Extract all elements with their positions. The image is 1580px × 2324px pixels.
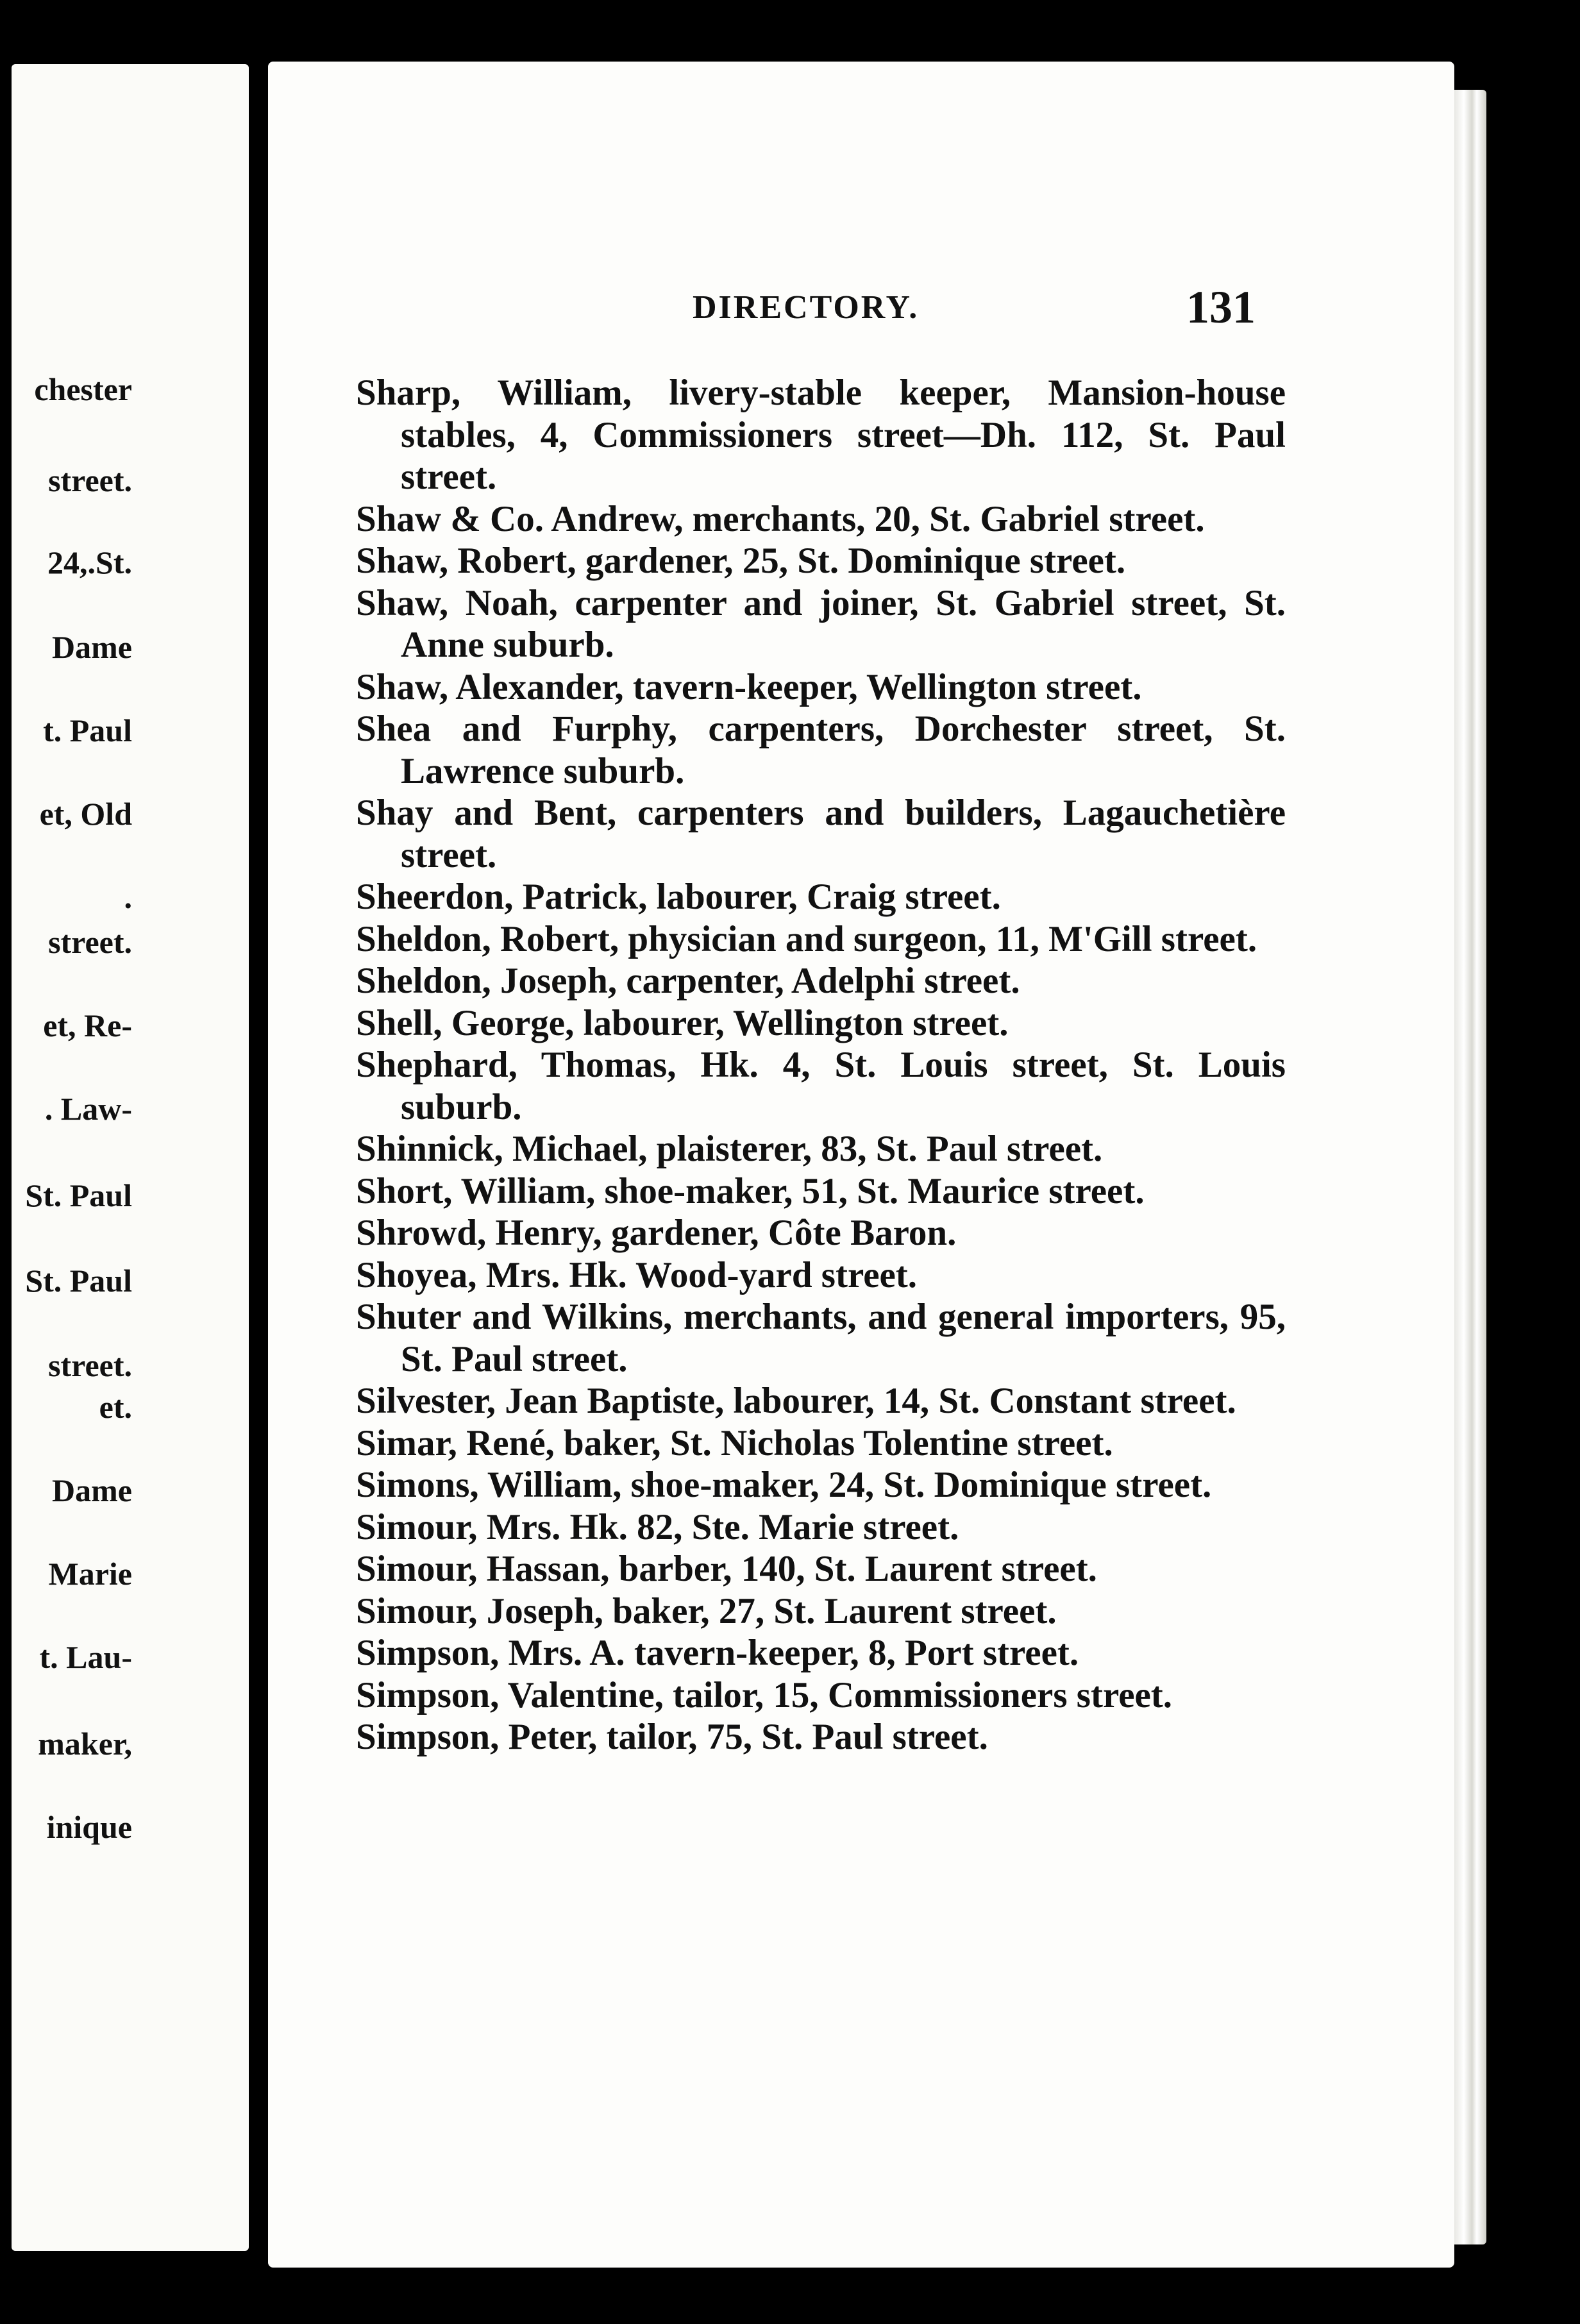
directory-entry: Simar, René, baker, St. Nicholas Tolentine street. (356, 1422, 1113, 1463)
left-page (12, 64, 249, 2251)
left-fragment: Dame (52, 1472, 132, 1508)
directory-entry: Shay and Bent, carpenters and builders, Lagauchetière street. (356, 793, 1286, 875)
directory-entry: Short, William, shoe-maker, 51, St. Maurice street. (356, 1170, 1145, 1211)
page-edge (1454, 90, 1486, 2244)
directory-entry: Simour, Hassan, barber, 140, St. Laurent street. (356, 1549, 1097, 1589)
left-fragment: et. (99, 1389, 132, 1425)
page-number: 131 (1186, 282, 1256, 333)
directory-entry: Simour, Joseph, baker, 27, St. Laurent street. (356, 1590, 1057, 1631)
directory-entry: Shrowd, Henry, gardener, Côte Baron. (356, 1213, 957, 1253)
directory-entry: Simpson, Mrs. A. tavern-keeper, 8, Port street. (356, 1633, 1079, 1673)
left-fragment: street. (48, 1347, 132, 1383)
left-fragment: . (124, 879, 132, 915)
directory-entry: Sheerdon, Patrick, labourer, Craig street. (356, 877, 1001, 917)
directory-entries (356, 372, 1286, 1758)
left-fragment: Marie (48, 1556, 132, 1592)
directory-entry: Simpson, Peter, tailor, 75, St. Paul street. (356, 1717, 988, 1757)
directory-entry: Shell, George, labourer, Wellington street. (356, 1002, 1009, 1043)
directory-entry: Sharp, William, livery-stable keeper, Mansion-house stables, 4, Commissioners street—Dh. 112, St. Paul street. (356, 373, 1286, 497)
directory-entry: Silvester, Jean Baptiste, labourer, 14, St. Constant street. (356, 1381, 1236, 1421)
left-fragment: t. Lau- (39, 1639, 132, 1675)
directory-entry: Shaw, Robert, gardener, 25, St. Dominique street. (356, 541, 1126, 581)
directory-entry: Simour, Mrs. Hk. 82, Ste. Marie street. (356, 1506, 959, 1547)
left-fragment: St. Paul (25, 1263, 132, 1299)
directory-entry: Shea and Furphy, carpenters, Dorchester street, St. Lawrence suburb. (356, 709, 1286, 791)
directory-entry: Shoyea, Mrs. Hk. Wood-yard street. (356, 1254, 918, 1295)
left-fragment: maker, (38, 1726, 132, 1762)
directory-entry: Sheldon, Robert, physician and surgeon, 11, M'Gill street. (356, 918, 1257, 959)
left-fragment: inique (46, 1809, 132, 1845)
directory-entry: Shephard, Thomas, Hk. 4, St. Louis street, St. Louis suburb. (356, 1045, 1286, 1127)
left-fragment: street. (48, 924, 132, 960)
directory-entry: Shuter and Wilkins, merchants, and general importers, 95, St. Paul street. (356, 1297, 1286, 1379)
directory-entry: Shaw & Co. Andrew, merchants, 20, St. Gabriel street. (356, 498, 1205, 539)
directory-entry: Simons, William, shoe-maker, 24, St. Dominique street. (356, 1465, 1212, 1505)
left-fragment: 24,.St. (47, 544, 132, 580)
left-fragment: et, Old (39, 796, 132, 832)
left-fragment: . Law- (44, 1091, 132, 1127)
running-head: DIRECTORY. (693, 289, 920, 326)
directory-entry: Shaw, Alexander, tavern-keeper, Wellington street. (356, 666, 1142, 707)
left-fragment: Dame (52, 629, 132, 665)
directory-entry: Sheldon, Joseph, carpenter, Adelphi street. (356, 961, 1020, 1001)
left-page-text-fragments (12, 64, 133, 2251)
directory-entry: Shaw, Noah, carpenter and joiner, St. Gabriel street, St. Anne suburb. (356, 582, 1286, 665)
left-fragment: street. (48, 462, 132, 498)
directory-entry: Simpson, Valentine, tailor, 15, Commissioners street. (356, 1674, 1173, 1715)
left-fragment: St. Paul (25, 1177, 132, 1213)
left-fragment: t. Paul (43, 712, 132, 748)
left-fragment: et, Re- (43, 1007, 132, 1043)
left-fragment: chester (34, 371, 132, 407)
directory-entry: Shinnick, Michael, plaisterer, 83, St. Paul street. (356, 1129, 1103, 1169)
